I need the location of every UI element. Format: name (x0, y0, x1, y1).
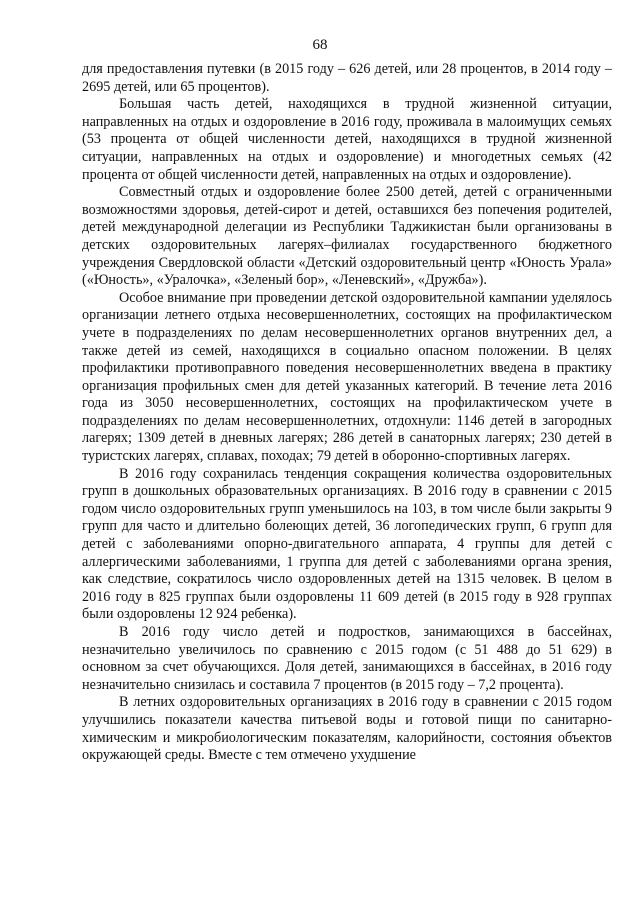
paragraph: В 2016 году число детей и подростков, занимающихся в бассейнах, незначительно увеличилось по сравнению с 2015 годом (с 51 488 до 51 629) в основном за счет обучающихся. Доля детей, занимающихся в бассейнах, в 2016 году незначительно снизилась и составила 7 процентов (в 2015 году – 7,2 процента). (82, 624, 612, 693)
paragraph: В 2016 году сохранилась тенденция сокращения количества оздоровительных групп в дошкольных образовательных организациях. В 2016 году в сравнении с 2015 годом число оздоровительных групп уменьшилось на 103, в том числе были закрыты 9 групп для часто и длительно болеющих детей, 36 логопедических групп, 6 групп для детей с заболеваниями опорно-двигательного аппарата, 4 группы для детей с аллергическими заболеваниями, 1 группа для детей с заболеваниями органа зрения, как следствие, сократилось число оздоровленных детей на 1315 человек. В целом в 2016 году в 825 группах были оздоровлены 11 609 детей (в 2015 году в 928 группах были оздоровлены 12 924 ребенка). (82, 465, 612, 623)
paragraph: Большая часть детей, находящихся в трудной жизненной ситуации, направленных на отдых и оздоровление в 2016 году, проживала в малоимущих семьях (53 процента от общей численности детей, находящихся в трудной жизненной ситуации, направленных на отдых и оздоровление) и многодетных семьях (42 процента от общей численности детей, направленных на отдых и оздоровление). (82, 96, 612, 183)
paragraph: Особое внимание при проведении детской оздоровительной кампании уделялось организации летнего отдыха несовершеннолетних, состоящих на профилактическом учете в подразделениях по делам несовершеннолетних органов внутренних дел, а также детей из семей, находящихся в социально опасном положении. В целях профилактики противоправного поведения несовершеннолетних введена в практику организация профильных смен для детей указанных категорий. В течение лета 2016 года из 3050 несовершеннолетних, состоящих на профилактическом учете в подразделениях по делам несовершеннолетних, отдохнули: 1146 детей в загородных лагерях; 1309 детей в дневных лагерях; 286 детей в санаторных лагерях; 230 детей в туристских лагерях, сплавах, походах; 79 детей в оборонно-спортивных лагерях. (82, 289, 612, 465)
paragraph: Совместный отдых и оздоровление более 2500 детей, детей с ограниченными возможностями здоровья, детей-сирот и детей, оставшихся без попечения родителей, детей международной делегации из Республики Таджикистан были организованы в детских оздоровительных лагерях–филиалах государственного бюджетного учреждения Свердловской области «Детский оздоровительный центр «Юность Урала» («Юность», «Уралочка», «Зеленый бор», «Леневский», «Дружба»). (82, 184, 612, 289)
paragraph: В летних оздоровительных организациях в 2016 году в сравнении с 2015 годом улучшились показатели качества питьевой воды и готовой пищи по санитарно-химическим и микробиологическим показателям, калорийности, состояния объектов окружающей среды. Вместе с тем отмечено ухудшение (82, 694, 612, 764)
page-number: 68 (312, 37, 328, 53)
document-body (82, 61, 612, 765)
paragraph: для предоставления путевки (в 2015 году – 626 детей, или 28 процентов, в 2014 году – 2695 детей, или 65 процентов). (82, 61, 612, 95)
